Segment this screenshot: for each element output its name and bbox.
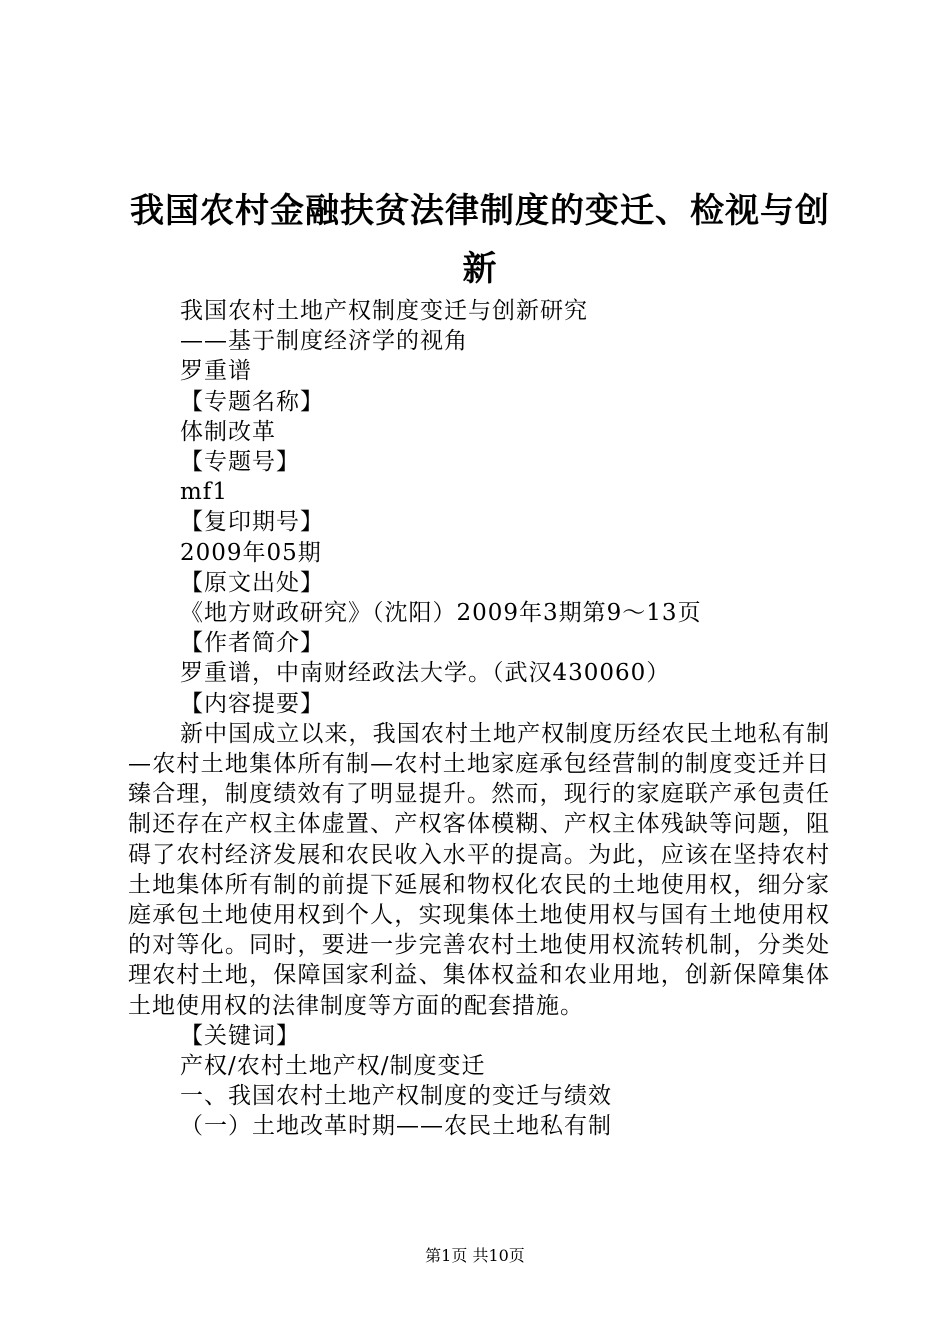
document-title: 我国农村金融扶贫法律制度的变迁、检视与创新 <box>130 191 830 289</box>
page-footer: 第1页 共10页 <box>425 1246 525 1265</box>
article-title-line: 我国农村土地产权制度变迁与创新研究 <box>180 298 588 324</box>
abstract-paragraph: 新中国成立以来，我国农村土地产权制度历经农民土地私有制—农村土地集体所有制—农村土地家庭承包经营制的制度变迁并日臻合理，制度绩效有了明显提升。然而，现行的家庭联产承包责任制还存在产权主体虚置、产权客体模糊、产权主体残缺等问题，阻碍了农村经济发展和农民收入水平的提高。为此，应该在坚持农村土地集体所有制的前提下延展和物权化农民的土地使用权，细分家庭承包土地使用权到个人，实现集体土地使用权与国有土地使用权的对等化。同时，要进一步完善农村土地使用权流转机制，分类处理农村土地，保障国家利益、集体权益和农业用地，创新保障集体土地使用权的法律制度等方面的配套措施。 <box>128 720 830 1019</box>
article-subtitle-line: ——基于制度经济学的视角 <box>180 328 468 355</box>
source-value: 《地方财政研究》（沈阳）2009年3期第9～13页 <box>180 600 702 627</box>
author-line: 罗重谱 <box>180 358 252 385</box>
topic-number-heading: 【专题号】 <box>180 449 300 476</box>
topic-name-value: 体制改革 <box>180 418 276 445</box>
keywords-value: 产权/农村土地产权/制度变迁 <box>180 1053 486 1080</box>
section-heading: 一、我国农村土地产权制度的变迁与绩效 <box>180 1083 612 1110</box>
issue-value: 2009年05期 <box>180 539 322 566</box>
source-heading: 【原文出处】 <box>180 569 324 596</box>
subsection-heading: （一）土地改革时期——农民土地私有制 <box>180 1113 612 1140</box>
abstract-heading: 【内容提要】 <box>180 690 324 717</box>
author-intro-value: 罗重谱，中南财经政法大学。（武汉430060） <box>180 660 671 687</box>
issue-heading: 【复印期号】 <box>180 509 324 536</box>
author-intro-heading: 【作者简介】 <box>180 630 324 657</box>
keywords-heading: 【关键词】 <box>180 1022 300 1049</box>
document-body <box>128 296 830 1142</box>
topic-name-heading: 【专题名称】 <box>180 388 324 415</box>
topic-number-value: mf1 <box>180 479 228 506</box>
